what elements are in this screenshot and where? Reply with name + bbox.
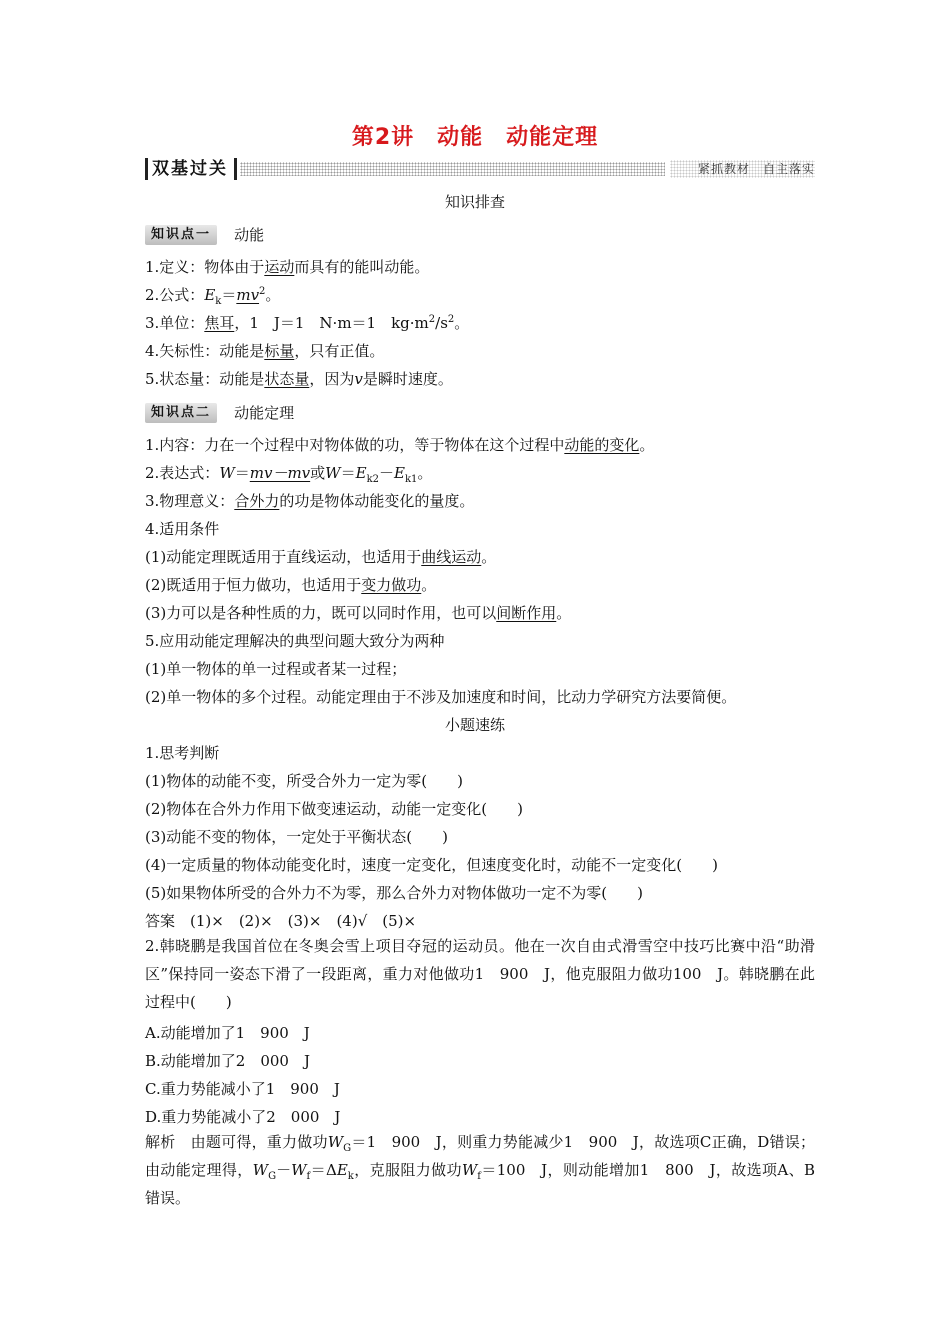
solution (145, 1128, 815, 1212)
blank-answer: 合外力 (234, 492, 280, 510)
judgement-1: (1)物体的动能不变，所受合外力一定为零( ) (145, 772, 463, 790)
option-c: C.重力势能减小了1 900 J (145, 1080, 340, 1098)
symbol: W (219, 464, 235, 482)
superscript: 2 (447, 314, 455, 325)
text: (2)既适用于恒力做功，也适用于 (145, 576, 362, 594)
subscript: f (306, 1171, 311, 1182)
judgement-5: (5)如果物体所受的合外力不为零，那么合外力对物体做功一定不为零( ) (145, 884, 643, 902)
text: 解析 由题可得，重力做功 (145, 1133, 328, 1151)
judgement-3: (3)动能不变的物体，一定处于平衡状态( ) (145, 828, 448, 846)
subscript: f (477, 1171, 481, 1182)
kp2-condition-1 (145, 547, 815, 567)
blank-answer: 间断作用 (496, 604, 557, 622)
kp2-condition-2 (145, 575, 815, 595)
blank-answer: 标量 (264, 342, 295, 360)
text: ，只有正值。 (294, 342, 385, 360)
text: 2.公式： (145, 286, 205, 304)
symbol: E (394, 464, 405, 482)
section-heading-knowledge: 知识排查 (444, 193, 505, 211)
kp1-definition (145, 257, 815, 277)
blank-answer: 运动 (264, 258, 295, 276)
subscript: G (343, 1143, 352, 1154)
subscript: G (268, 1171, 277, 1182)
text: 。 (556, 604, 572, 622)
knowledge-point-title: 动能 (234, 226, 265, 244)
answer-line: 答案 (1)× (2)× (3)× (4)√ (5)× (145, 912, 417, 930)
subscript: k (347, 1171, 354, 1182)
knowledge-point-badge: 知识点二 (145, 403, 217, 423)
knowledge-point-title: 动能定理 (234, 404, 295, 422)
text: ＝ (234, 464, 250, 482)
kp2-applications-heading: 5.应用动能定理解决的典型问题大致分为两种 (145, 632, 445, 650)
text: 的功是物体动能变化的量度。 (279, 492, 475, 510)
text: 1.定义：物体由于 (145, 258, 265, 276)
text: ，因为 (309, 370, 355, 388)
banner-label: 双基过关 (145, 158, 237, 180)
text: /s (435, 314, 448, 332)
text: 4.矢标性：动能是 (145, 342, 265, 360)
text: 。 (421, 576, 437, 594)
symbol: W (461, 1161, 478, 1179)
symbol: W (252, 1161, 269, 1179)
text: － (378, 464, 394, 482)
blank-answer: 动能的变化 (564, 436, 640, 454)
practice-q2-stem: 2.韩晓鹏是我国首位在冬奥会雪上项目夺冠的运动员。他在一次自由式滑雪空中技巧比赛中沿“助滑区”保持同一姿态下滑了一段距离，重力对他做功1 900 J，他克服阻力做功100 J。韩晓鹏在此过程中( ) (145, 937, 815, 1011)
option-a: A.动能增加了1 900 J (145, 1024, 310, 1042)
judgement-4: (4)一定质量的物体动能变化时，速度一定变化，但速度变化时，动能不一定变化( ) (145, 856, 718, 874)
text: 5.状态量：动能是 (145, 370, 265, 388)
text: 。 (639, 436, 655, 454)
text: 。 (265, 286, 281, 304)
text: ＝ (340, 464, 356, 482)
section-heading-practice: 小题速练 (444, 716, 505, 734)
section-banner (145, 158, 815, 180)
text: 。 (417, 464, 433, 482)
option-b: B.动能增加了2 000 J (145, 1052, 310, 1070)
blank-answer: 焦耳 (204, 314, 235, 332)
symbol: E (336, 1161, 348, 1179)
knowledge-point-1-header (145, 224, 264, 246)
text: 。 (481, 548, 497, 566)
blank-answer: mv (236, 286, 260, 304)
text: ，克服阻力做功 (353, 1161, 462, 1179)
subscript: k1 (404, 474, 418, 485)
kp2-expression (145, 463, 815, 483)
text: 3.物理意义： (145, 492, 235, 510)
blank-answer: 变力做功 (361, 576, 422, 594)
symbol: W (291, 1161, 307, 1179)
text: ＝100 J，则动能增加1 800 J，故选项A、B错误。 (145, 1161, 815, 1207)
kp2-application-1: (1)单一物体的单一过程或者某一过程； (145, 660, 407, 678)
text: － (276, 1161, 292, 1179)
knowledge-point-badge: 知识点一 (145, 225, 217, 245)
text: 1.内容：力在一个过程中对物体做的功，等于物体在这个过程中 (145, 436, 565, 454)
blank-answer: 状态量 (264, 370, 310, 388)
superscript: 2 (428, 314, 436, 325)
text: 是瞬时速度。 (362, 370, 453, 388)
kp1-state-quantity (145, 369, 815, 389)
text: ＝Δ (310, 1161, 337, 1179)
text: 2.表达式： (145, 464, 220, 482)
symbol: E (204, 286, 216, 304)
symbol: W (327, 1133, 344, 1151)
banner-right-text: 紧抓教材 自主落实 (670, 160, 815, 178)
text: ＝1 900 J，则重力势能减少1 900 J，故选项C正确，D错误；由动能定理得， (145, 1133, 815, 1179)
kp2-conditions-heading: 4.适用条件 (145, 520, 220, 538)
symbol: E (355, 464, 367, 482)
text: 。 (454, 314, 470, 332)
text: (3)力可以是各种性质的力，既可以同时作用，也可以 (145, 604, 497, 622)
text: (1)动能定理既适用于直线运动，也适用于 (145, 548, 422, 566)
text: 3.单位： (145, 314, 205, 332)
symbol: v (354, 370, 363, 388)
knowledge-point-2-header (145, 402, 294, 424)
text: ＝ (221, 286, 237, 304)
text: ，1 J＝1 N·m＝1 kg·m (234, 314, 429, 332)
text: 或 (310, 464, 326, 482)
kp2-condition-3 (145, 603, 815, 623)
kp2-meaning (145, 491, 815, 511)
text: 而具有的能叫动能。 (294, 258, 430, 276)
banner-dotted-rule (240, 162, 665, 176)
symbol: W (325, 464, 341, 482)
blank-answer: 曲线运动 (421, 548, 482, 566)
option-d: D.重力势能减小了2 000 J (145, 1108, 341, 1126)
superscript: 2 (259, 286, 266, 297)
page-title: 第2讲 动能 动能定理 (351, 125, 599, 150)
kp2-application-2: (2)单一物体的多个过程。动能定理由于不涉及加速度和时间，比动力学研究方法要简便。 (145, 688, 737, 706)
kp2-content (145, 435, 815, 455)
subscript: k2 (366, 474, 379, 485)
kp1-unit (145, 313, 815, 333)
practice-q1: 1.思考判断 (145, 744, 220, 762)
blank-answer: mv－mv (249, 464, 311, 482)
subscript: k (215, 296, 222, 307)
judgement-2: (2)物体在合外力作用下做变速运动，动能一定变化( ) (145, 800, 523, 818)
kp1-scalar (145, 341, 815, 361)
kp1-formula (145, 285, 815, 305)
